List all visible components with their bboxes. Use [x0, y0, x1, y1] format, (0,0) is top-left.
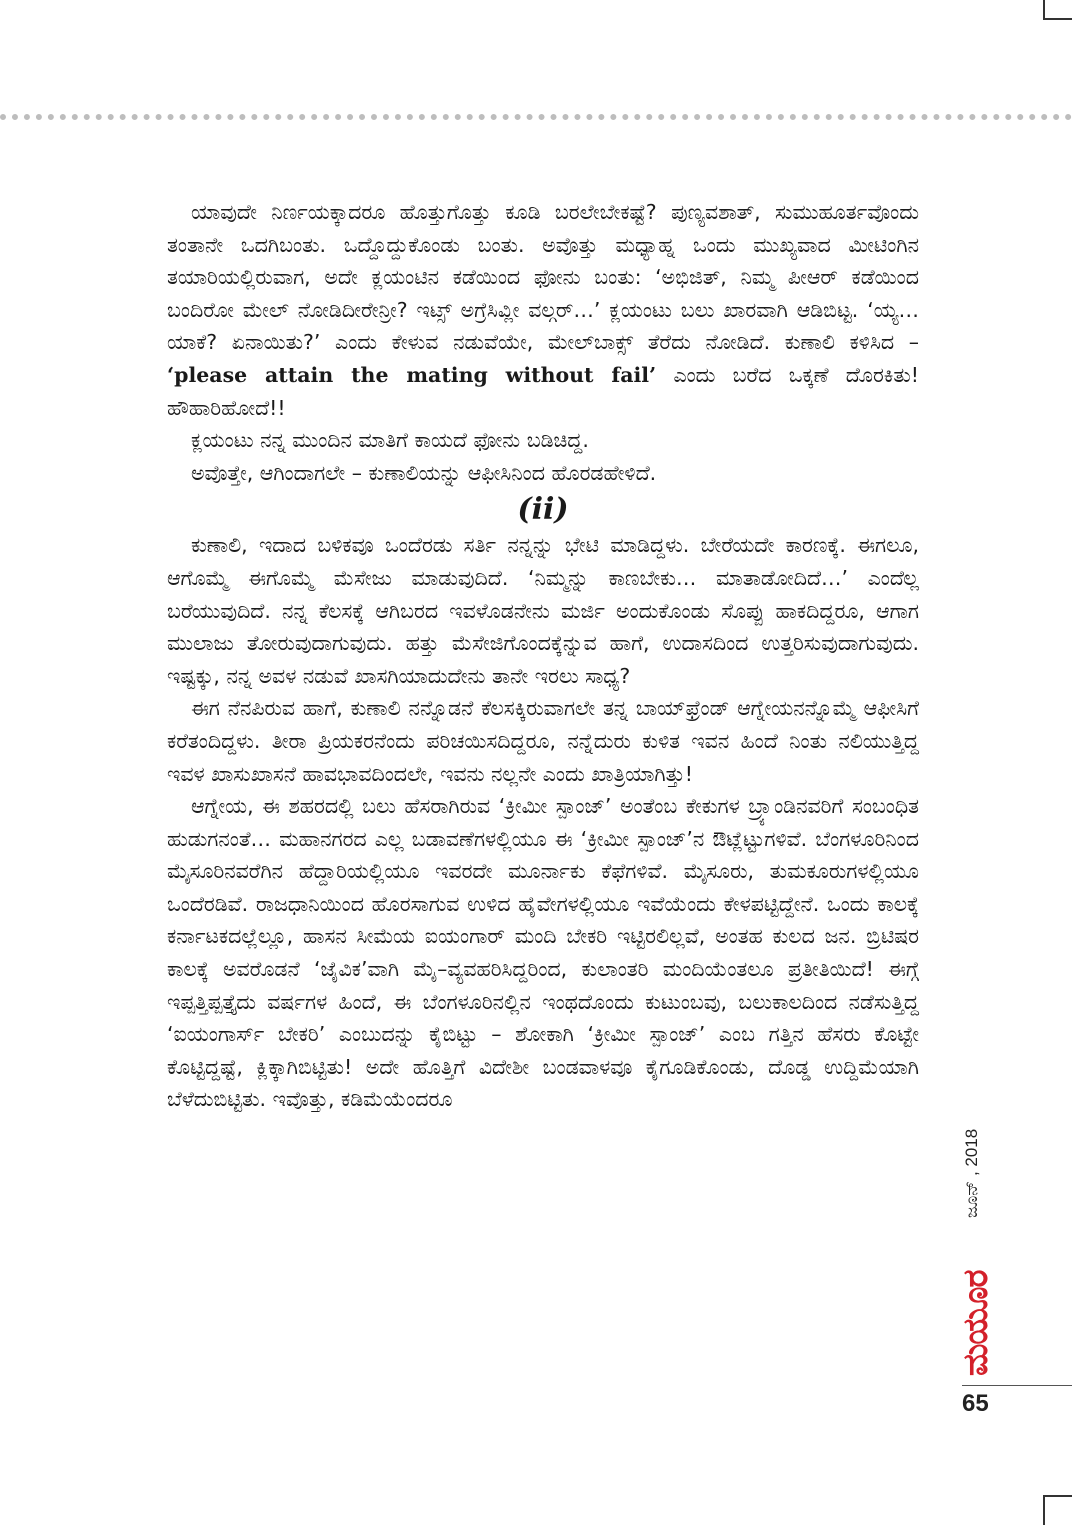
- magazine-masthead: ಮಯೂರ: [956, 1270, 996, 1376]
- crop-mark-top: [1043, 0, 1072, 20]
- paragraph-4: ಕುಣಾಲಿ, ಇದಾದ ಬಳಿಕವೂ ಒಂದೆರಡು ಸರ್ತಿ ನನ್ನನ್ನು ಭೇಟಿ ಮಾಡಿದ್ದಳು. ಬೇರೆಯದೇ ಕಾರಣಕ್ಕೆ. ಈಗಲೂ, ಆಗೊಮ್ಮೆ ಈಗೊಮ್ಮೆ ಮೆಸೇಜು ಮಾಡುವುದಿದೆ. ‘ನಿಮ್ಮನ್ನು ಕಾಣಬೇಕು… ಮಾತಾಡೋದಿದೆ…’ ಎಂದೆಲ್ಲ ಬರೆಯುವುದಿದೆ. ನನ್ನ ಕೆಲಸಕ್ಕೆ ಆಗಿಬರದ ಇವಳೊಡನೇನು ಮರ್ಜಿ ಅಂದುಕೊಂಡು ಸೊಪ್ಪು ಹಾಕದಿದ್ದರೂ, ಆಗಾಗ ಮುಲಾಜು ತೋರುವುದಾಗುವುದು. ಹತ್ತು ಮೆಸೇಜಿಗೊಂದಕ್ಕೆನ್ನುವ ಹಾಗೆ, ಉದಾಸದಿಂದ ಉತ್ತರಿಸುವುದಾಗುವುದು. ಇಷ್ಟಕ್ಕು, ನನ್ನ ಅವಳ ನಡುವೆ ಖಾಸಗಿಯಾದುದೇನು ತಾನೇ ಇರಲು ಸಾಧ್ಯ?: [167, 533, 919, 688]
- section-heading: (ii): [517, 492, 569, 528]
- paragraph-6: ಆಗ್ನೇಯ, ಈ ಶಹರದಲ್ಲಿ ಬಲು ಹೆಸರಾಗಿರುವ ‘ಕ್ರೀಮೀ ಸ್ಪಾಂಜ್’ ಅಂತೆಂಬ ಕೇಕುಗಳ ಬ್ರ್ಯಾಂಡಿನವರಿಗೆ ಸಂಬಂಧಿತ ಹುಡುಗನಂತೆ… ಮಹಾನಗರದ ಎಲ್ಲ ಬಡಾವಣೆಗಳಲ್ಲಿಯೂ ಈ ‘ಕ್ರೀಮೀ ಸ್ಪಾಂಜ್’ನ ಔಟ್ಲೆಟ್ಟುಗಳಿವೆ. ಬೆಂಗಳೂರಿನಿಂದ ಮೈಸೂರಿನವರೆಗಿನ ಹೆದ್ದಾರಿಯಲ್ಲಿಯೂ ಇವರದೇ ಮೂರ್ನಾಕು ಕೆಫೆಗಳಿವೆ. ಮೈಸೂರು, ತುಮಕೂರುಗಳಲ್ಲಿಯೂ ಒಂದೆರಡಿವೆ. ರಾಜಧಾನಿಯಿಂದ ಹೊರಸಾಗುವ ಉಳಿದ ಹೈವೇಗಳಲ್ಲಿಯೂ ಇವೆಯೆಂದು ಕೇಳಪಟ್ಟಿದ್ದೇನೆ. ಒಂದು ಕಾಲಕ್ಕೆ ಕರ್ನಾಟಕದಲ್ಲೆಲ್ಲೂ, ಹಾಸನ ಸೀಮೆಯ ಐಯಂಗಾರ್ ಮಂದಿ ಬೇಕರಿ ಇಟ್ಟಿರಲಿಲ್ಲವೆ, ಅಂತಹ ಕುಲದ ಜನ. ಬ್ರಿಟಿಷರ ಕಾಲಕ್ಕೆ ಅವರೊಡನೆ ‘ಜೈವಿಕ’ವಾಗಿ ಮೈ–ವ್ಯವಹರಿಸಿದ್ದರಿಂದ, ಕುಲಾಂತರಿ ಮಂದಿಯೆಂತಲೂ ಪ್ರತೀತಿಯಿದೆ! ಈಗ್ಗೆ ಇಪ್ಪತ್ತಿಪ್ಪತ್ತೈದು ವರ್ಷಗಳ ಹಿಂದೆ, ಈ ಬೆಂಗಳೂರಿನಲ್ಲಿನ ಇಂಥದೊಂದು ಕುಟುಂಬವು, ಬಲುಕಾಲದಿಂದ ನಡೆಸುತ್ತಿದ್ದ ‘ಐಯಂಗಾರ್ಸ್ ಬೇಕರಿ’ ಎಂಬುದನ್ನು ಕೈಬಿಟ್ಟು – ಶೋಕಾಗಿ ‘ಕ್ರೀಮೀ ಸ್ಪಾಂಜ್’ ಎಂಬ ಗತ್ತಿನ ಹೆಸರು ಕೊಟ್ಟೇ ಕೊಟ್ಟಿದ್ದಷ್ಟೆ, ಕ್ಲಿಕ್ಕಾಗಿಬಿಟ್ಟಿತು! ಅದೇ ಹೊತ್ತಿಗೆ ವಿದೇಶೀ ಬಂಡವಾಳವೂ ಕೈಗೂಡಿಕೊಂಡು, ದೊಡ್ಡ ಉದ್ದಿಮೆಯಾಗಿ ಬೆಳೆದುಬಿಟ್ಟಿತು. ಇವೊತ್ತು, ಕಡಿಮೆಯೆಂದರೂ: [167, 794, 919, 1112]
- dotted-rule: [0, 114, 1072, 120]
- paragraph-3: ಅವೊತ್ತೇ, ಆಗಿಂದಾಗಲೇ – ಕುಣಾಲಿಯನ್ನು ಆಫೀಸಿನಿಂದ ಹೊರಡಹೇಳಿದೆ.: [191, 460, 657, 485]
- issue-date: ಜೂನ್ , 2018: [962, 1128, 981, 1218]
- crop-mark-bottom: [1043, 1495, 1072, 1525]
- paragraph-5: ಈಗ ನೆನಪಿರುವ ಹಾಗೆ, ಕುಣಾಲಿ ನನ್ನೊಡನೆ ಕೆಲಸಕ್ಕಿರುವಾಗಲೇ ತನ್ನ ಬಾಯ್‌ಫ್ರೆಂಡ್ ಆಗ್ನೇಯನನ್ನೊಮ್ಮೆ ಆಫೀಸಿಗೆ ಕರೆತಂದಿದ್ದಳು. ತೀರಾ ಪ್ರಿಯಕರನೆಂದು ಪರಿಚಯಿಸದಿದ್ದರೂ, ನನ್ನೆದುರು ಕುಳಿತ ಇವನ ಹಿಂದೆ ನಿಂತು ನಲಿಯುತ್ತಿದ್ದ ಇವಳ ಖಾಸುಖಾಸನೆ ಹಾವಭಾವದಿಂದಲೇ, ಇವನು ನಲ್ಲನೇ ಎಂದು ಖಾತ್ರಿಯಾಗಿತ್ತು!: [167, 696, 919, 786]
- body-text: [167, 196, 919, 1116]
- page-number-rule: [962, 1385, 1072, 1386]
- paragraph-1: ಯಾವುದೇ ನಿರ್ಣಯಕ್ಕಾದರೂ ಹೊತ್ತುಗೊತ್ತು ಕೂಡಿ ಬರಲೇಬೇಕಷ್ಟೆ? ಪುಣ್ಯವಶಾತ್, ಸುಮುಹೂರ್ತವೊಂದು ತಂತಾನೇ ಒದಗಿಬಂತು. ಒದ್ದೊದ್ದುಕೊಂಡು ಬಂತು. ಅವೊತ್ತು ಮಧ್ಯಾಹ್ನ ಒಂದು ಮುಖ್ಯವಾದ ಮೀಟಿಂಗಿನ ತಯಾರಿಯಲ್ಲಿರುವಾಗ, ಅದೇ ಕ್ಲಯಂಟಿನ ಕಡೆಯಿಂದ ಫೋನು ಬಂತು: ‘ಅಭಿಜಿತ್, ನಿಮ್ಮ ಪೀಆರ್ ಕಡೆಯಿಂದ ಬಂದಿರೋ ಮೇಲ್ ನೋಡಿದೀರೇನ್ರೀ? ಇಟ್ಸ್ ಅಗ್ರೆಸಿವ್ಲೀ ವಲ್ಗರ್…’ ಕ್ಲಯಂಟು ಬಲು ಖಾರವಾಗಿ ಆಡಿಬಿಟ್ಟ. ‘ಯ್ಯ… ಯಾಕೆ? ಏನಾಯಿತು?’ ಎಂದು ಕೇಳುವ ನಡುವೆಯೇ, ಮೇಲ್‌ಬಾಕ್ಸ್ ತೆರೆದು ನೋಡಿದೆ. ಕುಣಾಲಿ ಕಳಿಸಿದ – ‘please attain the mating without fail’ ಎಂದು ಬರೆದ ಒಕ್ಕಣೆ ದೊರಕಿತು! ಹೌಹಾರಿಹೋದೆ!!: [167, 200, 919, 420]
- paragraph-2: ಕ್ಲಯಂಟು ನನ್ನ ಮುಂದಿನ ಮಾತಿಗೆ ಕಾಯದೆ ಫೋನು ಬಡಿಚಿದ್ದ.: [191, 428, 589, 453]
- bold-quote: ‘please attain the mating without fail’: [167, 362, 657, 387]
- page-number: 65: [962, 1390, 989, 1417]
